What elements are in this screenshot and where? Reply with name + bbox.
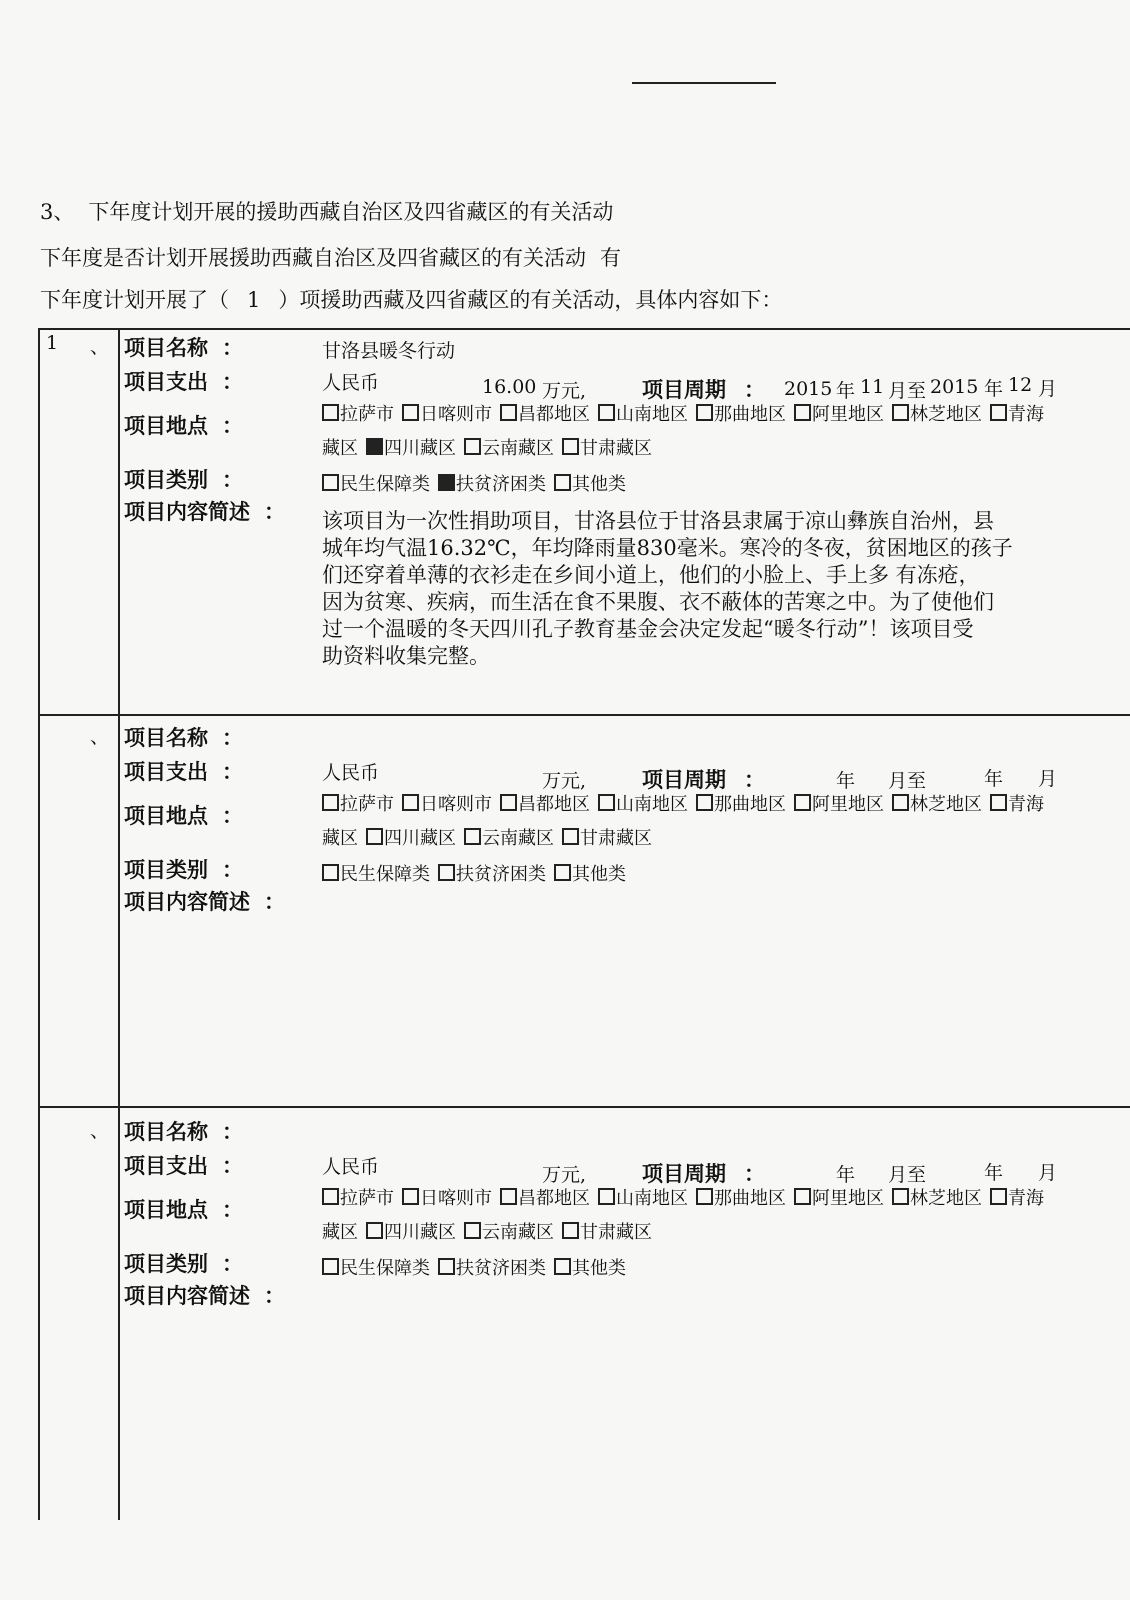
option-label: 甘肃藏区 [580,438,652,459]
period-year-char: 年 [984,768,1004,790]
project-expense-label: 项目支出 ： [124,760,243,784]
project-description-label: 项目内容简述 ： [124,890,285,914]
unchecked-box-icon[interactable] [696,1188,713,1205]
unchecked-box-icon[interactable] [554,1258,571,1275]
option-checkbox[interactable] [554,1254,626,1280]
option-label: 四川藏区 [384,438,456,459]
description-line: 过一个温暖的冬天四川孔子教育基金会决定发起“暖冬行动”！该项目受 [322,617,974,641]
location-options-row1 [322,400,1052,426]
unchecked-box-icon[interactable] [598,1188,615,1205]
unchecked-box-icon[interactable] [598,794,615,811]
option-label: 藏区 [322,438,358,459]
period-month-char: 月 [1038,378,1058,400]
description-line: 该项目为一次性捐助项目，甘洛县位于甘洛县隶属于凉山彝族自治州，县 [322,509,994,533]
option-label: 云南藏区 [482,438,554,459]
period-start-month: 11 [860,376,885,398]
option-checkbox[interactable] [322,1254,430,1280]
option-label: 昌都地区 [518,794,590,815]
unchecked-box-icon[interactable] [366,828,383,845]
description-line: 因为贫寒、疾病，而生活在食不果腹、衣不蔽体的苦寒之中。为了使他们 [322,590,994,614]
option-checkbox[interactable] [322,860,430,886]
unchecked-box-icon[interactable] [892,404,909,421]
period-year-char: 年 [836,1164,856,1186]
option-label: 四川藏区 [384,828,456,849]
location-continuation-text [322,1218,358,1244]
unchecked-box-icon[interactable] [322,1188,339,1205]
expense-unit: 万元, [542,380,587,402]
option-checkbox[interactable] [562,824,652,850]
unchecked-box-icon[interactable] [562,438,579,455]
unchecked-box-icon[interactable] [554,474,571,491]
option-label: 日喀则市 [420,404,492,425]
unchecked-box-icon[interactable] [562,1222,579,1239]
option-checkbox[interactable] [500,790,590,816]
period-end-month: 12 [1008,374,1033,396]
question-text: 下年度是否计划开展援助西藏自治区及四省藏区的有关活动 [40,246,586,270]
option-label: 其他类 [572,474,626,495]
project-index: 1 [46,332,59,354]
section-title: 下年度计划开展的援助西藏自治区及四省藏区的有关活动 [88,200,614,224]
unchecked-box-icon[interactable] [990,404,1007,421]
location-options-row2 [322,1218,660,1244]
project-name-label: 项目名称 ： [124,726,243,750]
option-label: 山南地区 [616,404,688,425]
unchecked-box-icon[interactable] [464,1222,481,1239]
unchecked-box-icon[interactable] [464,828,481,845]
option-label: 日喀则市 [420,1188,492,1209]
option-label: 民生保障类 [340,864,430,885]
project-category-label: 项目类别 ： [124,858,243,882]
option-checkbox[interactable] [438,860,546,886]
option-label: 甘肃藏区 [580,1222,652,1243]
option-label: 云南藏区 [482,828,554,849]
option-label: 四川藏区 [384,1222,456,1243]
option-label: 阿里地区 [812,794,884,815]
section-heading [40,196,613,226]
project-period-label: 项目周期 ： [642,378,765,402]
option-label: 其他类 [572,864,626,885]
option-checkbox[interactable] [598,790,688,816]
option-checkbox[interactable] [322,400,394,426]
option-checkbox[interactable] [464,1218,554,1244]
currency-label: 人民币 [322,1156,380,1178]
project-period-label: 项目周期 ： [642,768,765,792]
unchecked-box-icon[interactable] [794,1188,811,1205]
unchecked-box-icon[interactable] [322,794,339,811]
plan-count [40,284,782,314]
currency-label: 人民币 [322,762,380,784]
option-label: 山南地区 [616,1188,688,1209]
period-month-to: 月至 [888,1164,927,1186]
unchecked-box-icon[interactable] [696,794,713,811]
top-rule [632,82,776,84]
option-checkbox[interactable] [322,790,394,816]
option-checkbox[interactable] [562,434,652,460]
unchecked-box-icon[interactable] [990,794,1007,811]
option-label: 民生保障类 [340,1258,430,1279]
unchecked-box-icon[interactable] [402,404,419,421]
project-name-value: 甘洛县暖冬行动 [322,340,456,362]
period-month-to: 月至 [888,770,927,792]
option-checkbox[interactable] [990,790,1044,816]
option-checkbox[interactable] [554,860,626,886]
location-options-row1 [322,1184,1052,1210]
option-label: 扶贫济困类 [456,1258,546,1279]
unchecked-box-icon[interactable] [366,1222,383,1239]
unchecked-box-icon[interactable] [500,1188,517,1205]
unchecked-box-icon[interactable] [322,1258,339,1275]
unchecked-box-icon[interactable] [402,1188,419,1205]
project-period-label: 项目周期 ： [642,1162,765,1186]
option-label: 昌都地区 [518,404,590,425]
activity-count: 1 [247,288,261,312]
location-continuation-text [322,434,358,460]
option-label: 林芝地区 [910,1188,982,1209]
checked-box-icon[interactable] [366,438,383,455]
project-description [322,508,1082,670]
option-checkbox[interactable] [464,824,554,850]
category-options [322,470,634,496]
category-options [322,1254,634,1280]
option-checkbox[interactable] [794,790,884,816]
project-name-label: 项目名称 ： [124,336,243,360]
option-label: 甘肃藏区 [580,828,652,849]
unchecked-box-icon[interactable] [402,794,419,811]
project-location-label: 项目地点 ： [124,414,243,438]
unchecked-box-icon[interactable] [794,794,811,811]
option-checkbox[interactable] [794,1184,884,1210]
project-description-label: 项目内容简述 ： [124,500,285,524]
option-label: 青海 [1008,794,1044,815]
option-checkbox[interactable] [366,1218,456,1244]
period-year-char: 年 [836,770,856,792]
unchecked-box-icon[interactable] [438,864,455,881]
table-row-border [40,1106,1130,1108]
unchecked-box-icon[interactable] [794,404,811,421]
option-checkbox[interactable] [990,400,1044,426]
plan-question [40,242,621,272]
option-checkbox[interactable] [438,1254,546,1280]
unchecked-box-icon[interactable] [438,1258,455,1275]
index-separator: 、 [90,726,110,748]
project-description-label: 项目内容简述 ： [124,1284,285,1308]
option-label: 阿里地区 [812,1188,884,1209]
table-row-border [40,714,1130,716]
unchecked-box-icon[interactable] [598,404,615,421]
description-line: 城年均气温16.32℃，年均降雨量830毫米。寒冷的冬夜，贫困地区的孩子 [322,536,1013,560]
option-checkbox[interactable] [696,1184,786,1210]
option-checkbox[interactable] [696,790,786,816]
option-label: 林芝地区 [910,794,982,815]
option-label: 昌都地区 [518,1188,590,1209]
location-options-row2 [322,824,660,850]
count-suffix: ）项援助西藏及四省藏区的有关活动，具体内容如下： [278,288,783,312]
unchecked-box-icon[interactable] [990,1188,1007,1205]
option-label: 那曲地区 [714,404,786,425]
option-checkbox[interactable] [598,400,688,426]
currency-label: 人民币 [322,372,380,394]
unchecked-box-icon[interactable] [562,828,579,845]
option-checkbox[interactable] [562,1218,652,1244]
option-checkbox[interactable] [464,434,554,460]
question-answer: 有 [600,246,621,270]
period-year-char: 年 [836,380,856,402]
expense-amount: 16.00 [482,376,537,398]
period-month-char: 月 [1038,1162,1058,1184]
project-expense-label: 项目支出 ： [124,1154,243,1178]
section-number: 3、 [40,200,75,224]
unchecked-box-icon[interactable] [464,438,481,455]
index-separator: 、 [90,336,110,358]
option-checkbox[interactable] [402,400,492,426]
unchecked-box-icon[interactable] [500,794,517,811]
project-category-label: 项目类别 ： [124,468,243,492]
category-options [322,860,634,886]
option-label: 藏区 [322,1222,358,1243]
project-location-label: 项目地点 ： [124,1198,243,1222]
description-line: 助资料收集完整。 [322,644,490,668]
project-category-label: 项目类别 ： [124,1252,243,1276]
location-continuation-text [322,824,358,850]
location-options-row1 [322,790,1052,816]
location-options-row2 [322,434,660,460]
period-start-year: 2015 [784,378,833,400]
option-checkbox[interactable] [500,1184,590,1210]
option-label: 青海 [1008,1188,1044,1209]
unchecked-box-icon[interactable] [322,404,339,421]
option-label: 民生保障类 [340,474,430,495]
expense-unit: 万元, [542,770,587,792]
unchecked-box-icon[interactable] [554,864,571,881]
option-label: 青海 [1008,404,1044,425]
option-checkbox[interactable] [366,434,456,460]
option-checkbox[interactable] [892,400,982,426]
option-checkbox[interactable] [696,400,786,426]
checked-box-icon[interactable] [438,474,455,491]
option-label: 云南藏区 [482,1222,554,1243]
period-month-to: 月至 [888,380,927,402]
option-checkbox[interactable] [892,1184,982,1210]
period-month-char: 月 [1038,768,1058,790]
option-checkbox[interactable] [322,470,430,496]
option-label: 扶贫济困类 [456,474,546,495]
period-year-char: 年 [984,1162,1004,1184]
project-expense-label: 项目支出 ： [124,370,243,394]
table-column-divider [118,328,120,1520]
option-checkbox[interactable] [500,400,590,426]
option-checkbox[interactable] [598,1184,688,1210]
expense-unit: 万元, [542,1164,587,1186]
option-label: 阿里地区 [812,404,884,425]
option-checkbox[interactable] [402,1184,492,1210]
option-label: 扶贫济困类 [456,864,546,885]
option-checkbox[interactable] [402,790,492,816]
option-checkbox[interactable] [438,470,546,496]
option-label: 日喀则市 [420,794,492,815]
option-checkbox[interactable] [366,824,456,850]
period-year-char: 年 [984,378,1004,400]
period-end-year: 2015 [930,376,979,398]
count-prefix: 下年度计划开展了（ [40,288,229,312]
unchecked-box-icon[interactable] [892,1188,909,1205]
option-label: 拉萨市 [340,1188,394,1209]
unchecked-box-icon[interactable] [696,404,713,421]
index-separator: 、 [90,1120,110,1142]
option-label: 那曲地区 [714,794,786,815]
option-label: 其他类 [572,1258,626,1279]
option-checkbox[interactable] [990,1184,1044,1210]
option-checkbox[interactable] [322,1184,394,1210]
table-row-border [40,328,1130,330]
option-checkbox[interactable] [554,470,626,496]
project-name-label: 项目名称 ： [124,1120,243,1144]
description-line: 们还穿着单薄的衣衫走在乡间小道上，他们的小脸上、手上多 有冻疮， [322,563,980,587]
unchecked-box-icon[interactable] [500,404,517,421]
option-label: 藏区 [322,828,358,849]
unchecked-box-icon[interactable] [892,794,909,811]
option-label: 那曲地区 [714,1188,786,1209]
option-label: 林芝地区 [910,404,982,425]
option-checkbox[interactable] [794,400,884,426]
unchecked-box-icon[interactable] [322,474,339,491]
project-location-label: 项目地点 ： [124,804,243,828]
option-label: 山南地区 [616,794,688,815]
unchecked-box-icon[interactable] [322,864,339,881]
option-label: 拉萨市 [340,794,394,815]
option-label: 拉萨市 [340,404,394,425]
projects-table [38,328,1130,1520]
option-checkbox[interactable] [892,790,982,816]
